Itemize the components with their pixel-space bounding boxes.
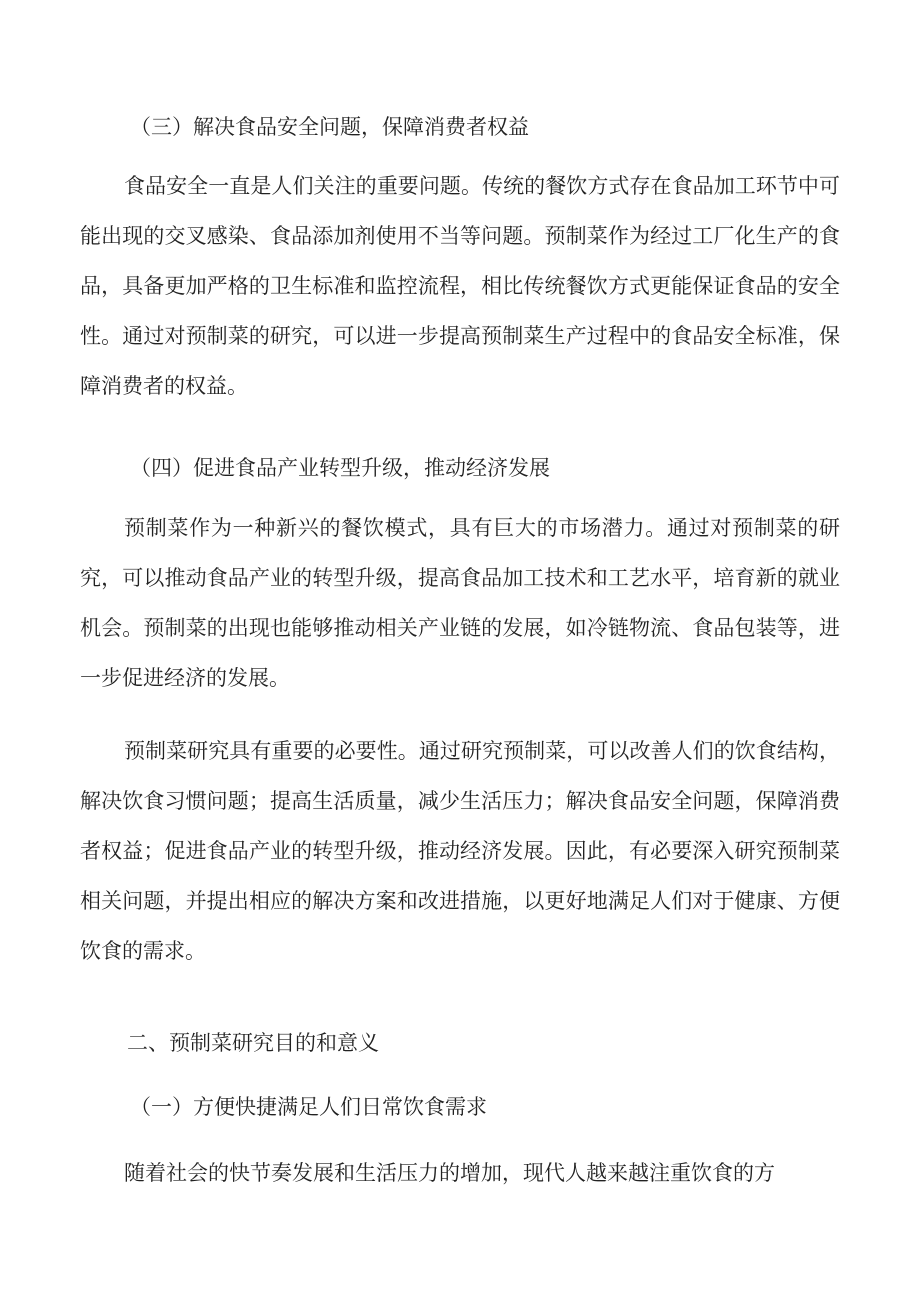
paragraph-convenience: 随着社会的快节奏发展和生活压力的增加，现代人越来越注重饮食的方 [124, 1161, 775, 1185]
paragraph-summary: 预制菜研究具有重要的必要性。通过研究预制菜，可以改善人们的饮食结构，解决饮食习惯问题；提高生活质量，减少生活压力；解决食品安全问题，保障消费者权益；促进食品产业的转型升级，推动经济发展。因此，有必要深入研究预制菜相关问题，并提出相应的解决方案和改进措施，以更好地满足人们对于健康、方便饮食的需求。 [80, 739, 840, 963]
subheading-industry-upgrade: （四）促进食品产业转型升级，推动经济发展 [130, 456, 550, 480]
paragraph-industry-upgrade: 预制菜作为一种新兴的餐饮模式，具有巨大的市场潜力。通过对预制菜的研究，可以推动食品产业的转型升级，提高食品加工技术和工艺水平，培育新的就业机会。预制菜的出现也能够推动相关产业链的发展，如冷链物流、食品包装等，进一步促进经济的发展。 [80, 516, 840, 690]
subheading-convenience: （一）方便快捷满足人们日常饮食需求 [130, 1095, 487, 1119]
paragraph-food-safety: 食品安全一直是人们关注的重要问题。传统的餐饮方式存在食品加工环节中可能出现的交叉感染、食品添加剂使用不当等问题。预制菜作为经过工厂化生产的食品，具备更加严格的卫生标准和监控流程，相比传统餐饮方式更能保证食品的安全性。通过对预制菜的研究，可以进一步提高预制菜生产过程中的食品安全标准，保障消费者的权益。 [80, 174, 840, 398]
subheading-food-safety: （三）解决食品安全问题，保障消费者权益 [130, 115, 529, 139]
section-heading-purpose: 二、预制菜研究目的和意义 [127, 1031, 379, 1055]
